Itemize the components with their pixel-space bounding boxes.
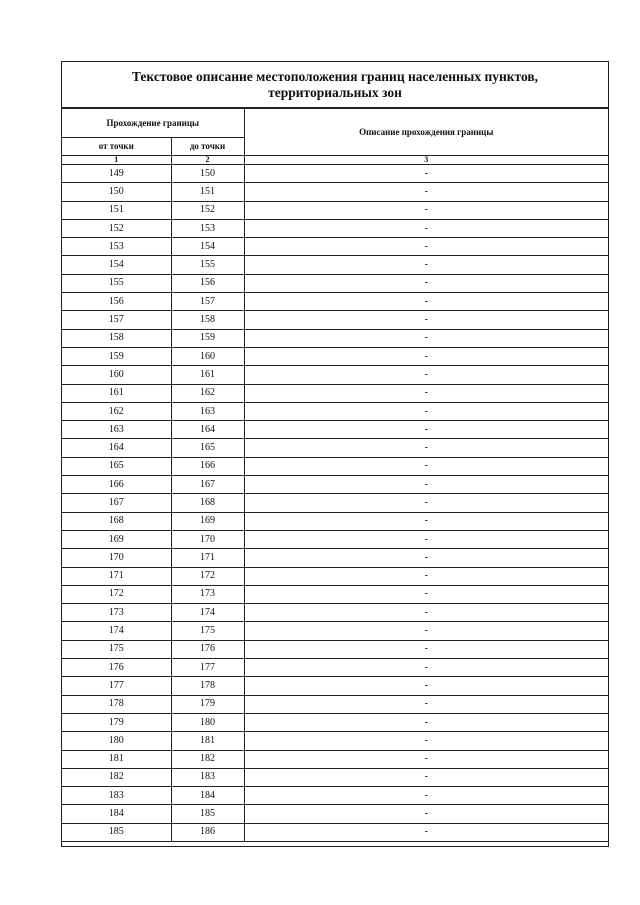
cell-from-point: 166	[62, 476, 171, 494]
cell-to-point: 169	[171, 512, 244, 530]
table-row	[62, 787, 608, 805]
table-row	[62, 238, 608, 256]
cell-to-point: 173	[171, 585, 244, 603]
boundary-table	[62, 108, 608, 842]
cell-to-point: 186	[171, 823, 244, 841]
cell-from-point: 173	[62, 604, 171, 622]
cell-description: -	[244, 274, 608, 292]
cell-description: -	[244, 402, 608, 420]
cell-description: -	[244, 183, 608, 201]
cell-from-point: 183	[62, 787, 171, 805]
header-to-point: до точки	[171, 138, 244, 156]
cell-from-point: 158	[62, 329, 171, 347]
cell-to-point: 154	[171, 238, 244, 256]
cell-to-point: 185	[171, 805, 244, 823]
cell-from-point: 169	[62, 530, 171, 548]
table-row	[62, 183, 608, 201]
cell-description: -	[244, 238, 608, 256]
cell-to-point: 174	[171, 604, 244, 622]
cell-to-point: 157	[171, 293, 244, 311]
cell-to-point: 171	[171, 549, 244, 567]
cell-description: -	[244, 768, 608, 786]
column-number: 1	[62, 156, 171, 165]
cell-to-point: 180	[171, 713, 244, 731]
table-row	[62, 713, 608, 731]
cell-description: -	[244, 530, 608, 548]
cell-description: -	[244, 585, 608, 603]
table-row	[62, 659, 608, 677]
cell-to-point: 183	[171, 768, 244, 786]
cell-description: -	[244, 604, 608, 622]
header-boundary-passage: Прохождение границы	[62, 109, 244, 138]
cell-to-point: 156	[171, 274, 244, 292]
cell-to-point: 160	[171, 347, 244, 365]
cell-description: -	[244, 311, 608, 329]
table-row	[62, 347, 608, 365]
cell-to-point: 172	[171, 567, 244, 585]
table-row	[62, 732, 608, 750]
cell-from-point: 180	[62, 732, 171, 750]
cell-to-point: 184	[171, 787, 244, 805]
cell-description: -	[244, 695, 608, 713]
cell-description: -	[244, 219, 608, 237]
table-row	[62, 311, 608, 329]
cell-to-point: 161	[171, 366, 244, 384]
cell-description: -	[244, 494, 608, 512]
cell-description: -	[244, 805, 608, 823]
cell-description: -	[244, 512, 608, 530]
table-row	[62, 274, 608, 292]
table-row	[62, 457, 608, 475]
cell-from-point: 184	[62, 805, 171, 823]
cell-description: -	[244, 713, 608, 731]
table-row	[62, 585, 608, 603]
cell-to-point: 151	[171, 183, 244, 201]
cell-to-point: 167	[171, 476, 244, 494]
cell-from-point: 162	[62, 402, 171, 420]
title-line-2: территориальных зон	[268, 84, 402, 100]
cell-from-point: 149	[62, 165, 171, 183]
header-from-point: от точки	[62, 138, 171, 156]
table-row	[62, 640, 608, 658]
cell-description: -	[244, 677, 608, 695]
cell-from-point: 167	[62, 494, 171, 512]
cell-from-point: 155	[62, 274, 171, 292]
cell-to-point: 158	[171, 311, 244, 329]
cell-to-point: 176	[171, 640, 244, 658]
column-number: 2	[171, 156, 244, 165]
cell-from-point: 168	[62, 512, 171, 530]
cell-from-point: 165	[62, 457, 171, 475]
cell-description: -	[244, 787, 608, 805]
cell-to-point: 175	[171, 622, 244, 640]
cell-from-point: 176	[62, 659, 171, 677]
cell-description: -	[244, 476, 608, 494]
table-row	[62, 256, 608, 274]
column-number: 3	[244, 156, 608, 165]
cell-description: -	[244, 347, 608, 365]
cell-from-point: 178	[62, 695, 171, 713]
cell-from-point: 181	[62, 750, 171, 768]
cell-to-point: 177	[171, 659, 244, 677]
table-row	[62, 366, 608, 384]
cell-description: -	[244, 659, 608, 677]
cell-to-point: 159	[171, 329, 244, 347]
table-row	[62, 567, 608, 585]
cell-description: -	[244, 329, 608, 347]
table-row	[62, 530, 608, 548]
cell-to-point: 182	[171, 750, 244, 768]
table-row	[62, 402, 608, 420]
cell-description: -	[244, 823, 608, 841]
cell-from-point: 177	[62, 677, 171, 695]
cell-from-point: 175	[62, 640, 171, 658]
cell-description: -	[244, 640, 608, 658]
cell-description: -	[244, 732, 608, 750]
cell-from-point: 170	[62, 549, 171, 567]
cell-to-point: 170	[171, 530, 244, 548]
cell-from-point: 154	[62, 256, 171, 274]
cell-description: -	[244, 201, 608, 219]
cell-to-point: 164	[171, 421, 244, 439]
cell-description: -	[244, 384, 608, 402]
table-row	[62, 494, 608, 512]
cell-description: -	[244, 421, 608, 439]
table-row	[62, 677, 608, 695]
cell-from-point: 172	[62, 585, 171, 603]
cell-from-point: 185	[62, 823, 171, 841]
cell-from-point: 159	[62, 347, 171, 365]
cell-description: -	[244, 549, 608, 567]
cell-description: -	[244, 256, 608, 274]
table-row	[62, 604, 608, 622]
cell-from-point: 171	[62, 567, 171, 585]
cell-from-point: 164	[62, 439, 171, 457]
table-row	[62, 165, 608, 183]
table-row	[62, 768, 608, 786]
cell-description: -	[244, 622, 608, 640]
cell-from-point: 182	[62, 768, 171, 786]
table-row	[62, 384, 608, 402]
cell-to-point: 166	[171, 457, 244, 475]
cell-from-point: 152	[62, 219, 171, 237]
cell-to-point: 179	[171, 695, 244, 713]
cell-description: -	[244, 567, 608, 585]
cell-to-point: 181	[171, 732, 244, 750]
document-title	[62, 62, 608, 108]
table-row	[62, 329, 608, 347]
table-row	[62, 750, 608, 768]
cell-description: -	[244, 457, 608, 475]
cell-to-point: 165	[171, 439, 244, 457]
cell-description: -	[244, 750, 608, 768]
header-description: Описание прохождения границы	[244, 109, 608, 156]
table-row	[62, 219, 608, 237]
cell-from-point: 160	[62, 366, 171, 384]
table-row	[62, 695, 608, 713]
cell-from-point: 156	[62, 293, 171, 311]
table-row	[62, 805, 608, 823]
cell-description: -	[244, 439, 608, 457]
cell-to-point: 168	[171, 494, 244, 512]
table-row	[62, 421, 608, 439]
table-row	[62, 823, 608, 841]
cell-description: -	[244, 165, 608, 183]
cell-from-point: 161	[62, 384, 171, 402]
title-line-1: Текстовое описание местоположения границ населенных пунктов,	[131, 68, 539, 84]
table-row	[62, 549, 608, 567]
cell-from-point: 153	[62, 238, 171, 256]
cell-to-point: 153	[171, 219, 244, 237]
cell-from-point: 157	[62, 311, 171, 329]
cell-to-point: 155	[171, 256, 244, 274]
cell-from-point: 163	[62, 421, 171, 439]
cell-from-point: 150	[62, 183, 171, 201]
cell-to-point: 178	[171, 677, 244, 695]
cell-to-point: 150	[171, 165, 244, 183]
table-row	[62, 476, 608, 494]
table-row	[62, 512, 608, 530]
table-row	[62, 439, 608, 457]
document-frame	[61, 61, 609, 847]
cell-to-point: 152	[171, 201, 244, 219]
cell-description: -	[244, 366, 608, 384]
cell-to-point: 163	[171, 402, 244, 420]
cell-from-point: 174	[62, 622, 171, 640]
cell-from-point: 151	[62, 201, 171, 219]
table-body	[62, 165, 608, 842]
cell-description: -	[244, 293, 608, 311]
table-row	[62, 622, 608, 640]
cell-from-point: 179	[62, 713, 171, 731]
table-row	[62, 293, 608, 311]
cell-to-point: 162	[171, 384, 244, 402]
table-row	[62, 201, 608, 219]
